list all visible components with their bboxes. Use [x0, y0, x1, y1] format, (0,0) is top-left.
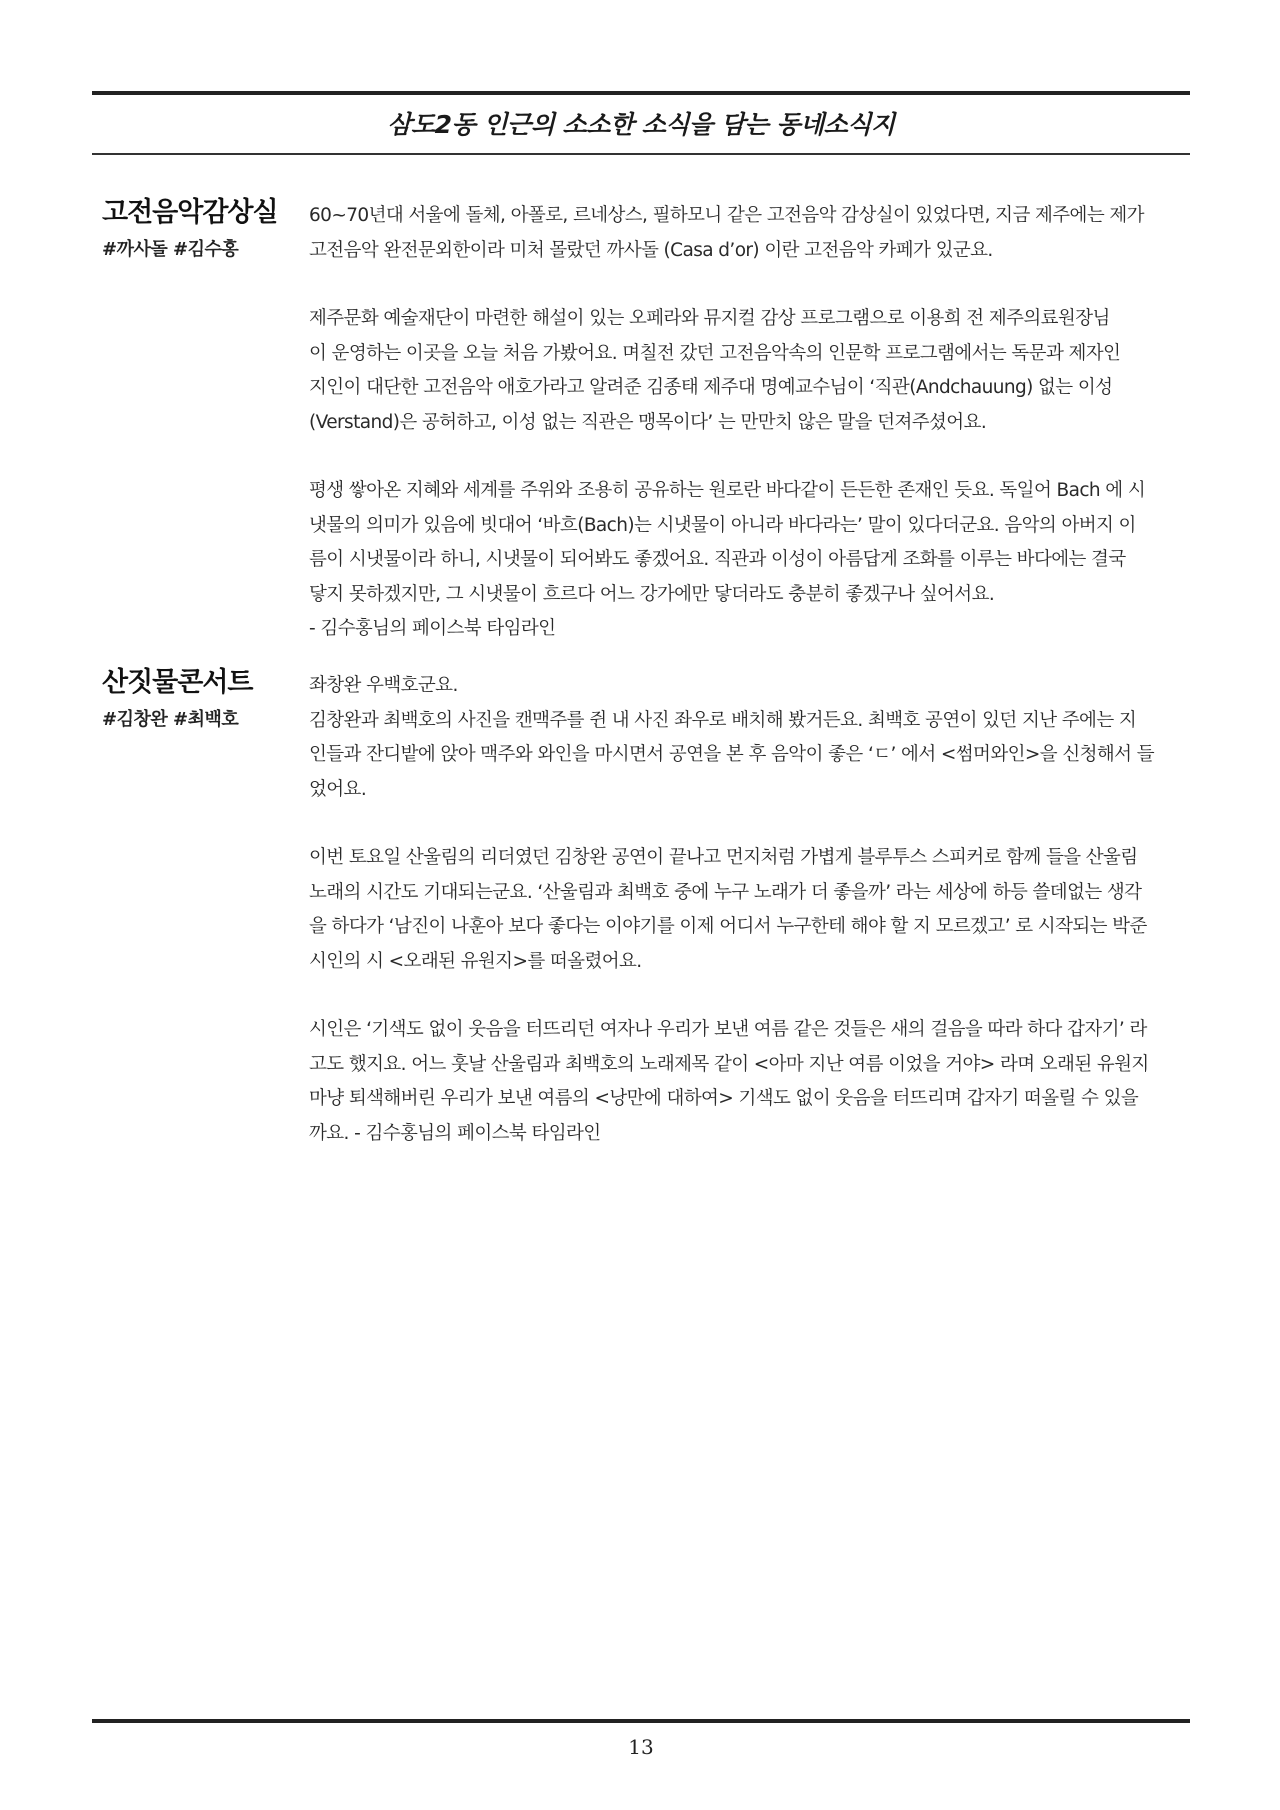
text-line: 시인의 시 <오래된 유원지>를 떠올렸어요.	[309, 950, 642, 972]
paragraph	[309, 474, 1194, 647]
footer-rule	[92, 1719, 1190, 1723]
text-line: 제주문화 예술재단이 마련한 해설이 있는 오페라와 뮤지컬 감상 프로그램으로 이용희 전 제주의료원장님	[309, 308, 1110, 329]
section-tags: #김창완 #최백호	[102, 709, 239, 730]
paragraph	[309, 669, 1194, 807]
paragraph	[309, 841, 1194, 979]
text-line: 까요. - 김수홍님의 페이스북 타임라인	[309, 1122, 601, 1144]
text-line: 김창완과 최백호의 사진을 캔맥주를 쥔 내 사진 좌우로 배치해 봤거든요. 최백호 공연이 있던 지난 주에는 지	[309, 709, 1137, 731]
text-line: 을 하다가 ‘남진이 나훈아 보다 좋다는 이야기를 이제 어디서 누구한테 해야 할 지 모르겠고’ 로 시작되는 박준	[309, 916, 1147, 937]
text-line: 이번 토요일 산울림의 리더였던 김창완 공연이 끝나고 먼지처럼 가볍게 블루투스 스피커로 함께 들을 산울림	[309, 847, 1138, 868]
text-line: 노래의 시간도 기대되는군요. ‘산울림과 최백호 중에 누구 노래가 더 좋을까’ 라는 세상에 하등 쓸데없는 생각	[309, 881, 1142, 903]
text-line: 60~70년대 서울에 돌체, 아폴로, 르네상스, 필하모니 같은 고전음악 감상실이 있었다면, 지금 제주에는 제가	[309, 205, 1144, 226]
text-line: (Verstand)은 공허하고, 이성 없는 직관은 맹목이다’ 는 만만치 않은 말을 던져주셨어요.	[309, 411, 987, 433]
section-body	[309, 199, 1194, 681]
section-heading	[102, 195, 292, 261]
text-line: 지인이 대단한 고전음악 애호가라고 알려준 김종태 제주대 명예교수님이 ‘직관(Andchauung) 없는 이성	[309, 377, 1113, 398]
header-bottom-rule	[92, 153, 1190, 155]
text-line: 마냥 퇴색해버린 우리가 보낸 여름의 <낭만에 대하여> 기색도 없이 웃음을 터뜨리며 갑자기 떠올릴 수 있을	[309, 1088, 1139, 1109]
text-line: 름이 시냇물이라 하니, 시냇물이 되어봐도 좋겠어요. 직관과 이성이 아름답게 조화를 이루는 바다에는 결국	[309, 549, 1126, 570]
header-top-rule	[92, 91, 1190, 95]
text-line: 이 운영하는 이곳을 오늘 처음 가봤어요. 며칠전 갔던 고전음악속의 인문학 프로그램에서는 독문과 제자인	[309, 342, 1121, 364]
paragraph	[309, 1013, 1194, 1151]
text-line: 냇물의 의미가 있음에 빗대어 ‘바흐(Bach)는 시냇물이 아니라 바다라는’ 말이 있다더군요. 음악의 아버지 이	[309, 514, 1136, 536]
source-credit: - 김수홍님의 페이스북 타임라인	[309, 618, 556, 639]
text-line: 인들과 잔디밭에 앉아 맥주와 와인을 마시면서 공연을 본 후 음악이 좋은 ‘ㄷ’ 에서 <썸머와인>을 신청해서 들	[309, 744, 1154, 765]
text-line: 좌창완 우백호군요.	[309, 675, 458, 696]
text-line: 고전음악 완전문외한이라 미처 몰랐던 까사돌 (Casa d’or) 이란 고전음악 카페가 있군요.	[309, 239, 993, 261]
newsletter-title: 삼도2동 인근의 소소한 소식을 담는 동네소식지	[387, 110, 895, 139]
paragraph	[309, 199, 1194, 268]
text-line: 었어요.	[309, 778, 367, 800]
text-line: 시인은 ‘기색도 없이 웃음을 터뜨리던 여자나 우리가 보낸 여름 같은 것들은 새의 걸음을 따라 하다 갑자기’ 라	[309, 1019, 1147, 1040]
section-heading	[102, 665, 292, 731]
section-body	[309, 669, 1194, 1185]
section-tags: #까사돌 #김수홍	[102, 239, 239, 260]
section-title: 산짓물콘서트	[102, 667, 253, 698]
text-line: 평생 쌓아온 지혜와 세계를 주위와 조용히 공유하는 원로란 바다같이 든든한 존재인 듯요. 독일어 Bach 에 시	[309, 480, 1146, 501]
page-number: 13	[628, 1735, 654, 1759]
text-line: 닿지 못하겠지만, 그 시냇물이 흐르다 어느 강가에만 닿더라도 충분히 좋겠구나 싶어서요.	[309, 583, 995, 605]
paragraph	[309, 302, 1194, 440]
text-line: 고도 했지요. 어느 훗날 산울림과 최백호의 노래제목 같이 <아마 지난 여름 이었을 거야> 라며 오래된 유원지	[309, 1053, 1149, 1075]
section-title: 고전음악감상실	[102, 197, 278, 228]
